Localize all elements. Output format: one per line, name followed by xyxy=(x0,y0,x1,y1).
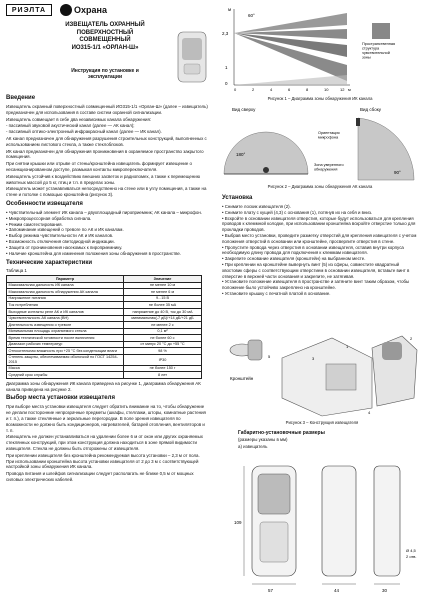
intro-p: - пассивный звуковой акустический канал (далее — АК канал); xyxy=(6,123,135,129)
install-step: • Установите крышку с печатной платой в основание. xyxy=(222,291,331,297)
param-cell: Выходные контакты реле АК и ИК каналов xyxy=(7,308,124,315)
value-cell: не менее 6 м xyxy=(124,289,202,296)
install-step: • Пропустите провода через отверстия в основании извещателя, оставив внутри корпуса необходимую длину провода для подключения к клеммам извещателя. xyxy=(222,244,404,256)
install-step: • Установите положение извещателя в пространстве и затяните винт таким образом, чтобы положение было устойчиво закреплено на кронштейне. xyxy=(222,279,410,291)
dim-width-3: 30 xyxy=(382,588,388,593)
document-subtitle xyxy=(44,68,166,81)
param-cell: Максимальная дальность ИК канала xyxy=(7,282,124,289)
fig3-callout: 2 xyxy=(410,336,413,341)
feature-item: • Возможность отключения светодиодной индикации. xyxy=(6,239,115,245)
param-cell: Диапазон рабочих температур xyxy=(7,341,124,348)
table-row xyxy=(7,372,202,379)
fig2-angle-side: 90° xyxy=(394,170,401,175)
value-cell: не более 35 мА xyxy=(124,302,202,309)
fig1-ytick: 0 xyxy=(225,81,228,86)
intro-p: При снятии крышки или отрыве от стены/кронштейна извещатель формирует извещение о несанкционированном доступе, размыкая контакты микропереключателя. xyxy=(6,161,192,173)
value-cell: 0,1 м² xyxy=(124,328,202,335)
intro-p: Извещатель устойчив к воздействию внешних засветок и радиопомех, а также к перемещению животных массой до 5 кг, птиц и т.п. в пределах зоны. xyxy=(6,173,201,185)
intro-p: ИК канал предназначен для обнаружения проникновения в охраняемое пространство закрытого помещения. xyxy=(6,148,204,160)
feature-item: • Режим самотестирования. xyxy=(6,221,63,227)
dim-hole-count: 2 отв. xyxy=(406,554,417,559)
figure-2-ac-zone xyxy=(218,104,422,186)
fig2-view-side: Вид сбоку xyxy=(360,107,381,112)
install-step: • Вскройте в основании извещателя отверстия, которые будут использоваться для крепления проводов к клеммной колодке, при использовании кронштейна вскройте отверстие только для прокладки проводов. xyxy=(222,215,416,233)
value-cell: 9...15 В xyxy=(124,295,202,302)
fig1-xtick: 6 xyxy=(288,87,291,92)
param-cell: Длительность извещения о тревоге xyxy=(7,322,124,329)
install-step: • Снимите плату с кущей (4,3) с основания (1), потянув их на себя и вниз. xyxy=(222,209,373,215)
choice-heading: Выбор места установки извещателя xyxy=(6,395,115,402)
company-logo: РИЭЛТА xyxy=(6,4,52,16)
dim-width-1: 57 xyxy=(268,588,274,593)
choice-p: Извещатель не должен устанавливаться на удалении более 6 м от окон или других охраняемых стеклянных конструкций, при этом конструкция должна находиться в зоне прямой видимости извещателя. Стекла не должны быть отгорожены от извещателя. xyxy=(6,434,203,451)
value-cell: не менее 2 с xyxy=(124,322,202,329)
param-cell: Максимальная дальность обнаружения АК канала xyxy=(7,289,124,296)
param-cell: Масса xyxy=(7,365,124,372)
choice-p: Провода питания и шлейфов сигнализации следует располагать не ближе 0,5 м от мощных силовых электрических кабелей. xyxy=(6,471,194,483)
fig1-ytick: 2,3 xyxy=(222,31,229,36)
fig1-xtick: 8 xyxy=(306,87,309,92)
svg-text:Зона уверенногообнаружения: Зона уверенного обнаружения xyxy=(314,163,344,172)
fig3-bracket-label: Кронштейн xyxy=(230,376,254,381)
value-cell: напряжение до 40 В, ток до 30 мА xyxy=(124,308,202,315)
diagram-note: Диаграмма зоны обнаружения ИК канала приведена на рисунке 1, диаграмма обнаружения АК канала приведена на рисунке 2. xyxy=(6,380,201,392)
table-label: Таблица 1 xyxy=(6,268,27,274)
document-title xyxy=(44,22,166,52)
title-line: ИЗВЕЩАТЕЛЬ ОХРАННЫЙ xyxy=(65,22,145,28)
table-row xyxy=(7,354,202,365)
value-cell: не более 60 с xyxy=(124,335,202,342)
brand-name: Охрана xyxy=(74,5,107,15)
install-step: • Выбрав место установки, проведите разметку отверстий для крепления извещателя с учетом положения отверстий в основании или кронштейне, просверлите отверстия в стене. xyxy=(222,232,417,244)
svg-text:Пространственная структура: Пространственная структура чувствительной зоны xyxy=(362,42,395,60)
fig1-angle: 60° xyxy=(248,13,255,18)
figure-3-construction xyxy=(222,328,422,418)
figure-2-caption: Рисунок 2 – Диаграмма зоны обнаружения АК канала xyxy=(267,184,373,189)
dims-drawing xyxy=(222,456,422,596)
brand-mark xyxy=(60,4,107,16)
subtitle-line: Инструкция по установке и xyxy=(71,68,139,74)
fig1-xtick: м xyxy=(348,87,351,92)
title-line: ИО315-1/1 «ОРЛАН-Ш» xyxy=(71,44,139,51)
fig3-callout: 1 xyxy=(346,344,349,349)
param-cell: Чувствительность АК канала (ВН) xyxy=(7,315,124,322)
product-photo xyxy=(170,30,215,86)
intro-p: АК канал предназначен для обнаружения разрушения строительных конструкций, выполненных с использованием листового стекла, а также стеклоблоков. xyxy=(6,135,207,147)
param-cell: Время технической готовности после включения xyxy=(7,335,124,342)
svg-text:Ориентациямикрофона: Ориентация микрофона xyxy=(318,131,340,140)
fig1-xtick: 12 xyxy=(340,87,345,92)
dims-part-a: а) извещатель xyxy=(238,444,268,450)
fig2-angle-top: 180° xyxy=(236,152,246,157)
value-cell: не менее 10 м xyxy=(124,282,202,289)
choice-p: При креплении извещателя без кронштейна рекомендуемая высота установки – 2,3 м от пола. При использовании кронштейна высота установки извещателя от 2 до 3 м с соответствующей настройкой зоны обнаружения ИК канала. xyxy=(6,452,200,470)
intro-p: Извещатель совмещает в себе два независимых канала обнаружения: xyxy=(6,116,152,122)
param-cell: Средний срок службы xyxy=(7,372,124,379)
fig1-xtick: 2 xyxy=(252,87,255,92)
value-cell: минимальная(-7 дБ)/+14 дБ/+21 дБ xyxy=(124,315,202,322)
features-heading: Особенности извещателя xyxy=(6,201,83,208)
figure-3-caption: Рисунок 3 – Конструкция извещателя xyxy=(285,420,359,425)
fig1-xtick: 4 xyxy=(270,87,273,92)
title-line: СОВМЕЩЕННЫЙ xyxy=(79,37,131,43)
intro-p: - пассивный оптико-электронный инфракрасный канал (далее — ИК канал). xyxy=(6,129,162,135)
fig1-ytick: 1 xyxy=(225,65,228,70)
dim-width-2: 44 xyxy=(334,588,340,593)
fig1-legend: Пространственная xyxy=(362,42,395,46)
dim-hole: Ø 4,5 xyxy=(406,548,416,553)
dims-section xyxy=(238,430,418,450)
specs-table xyxy=(6,275,202,379)
fig3-callout: 5 xyxy=(268,354,271,359)
specs-heading: Технические характеристики xyxy=(6,259,93,266)
intro-p: Извещатель может устанавливаться непосредственно на стене или в углу помещения, а также на стене и потолке с помощью кронштейна (рисунок 3). xyxy=(6,186,207,198)
figure-1-ir-zone xyxy=(222,5,422,105)
col-value: Значение xyxy=(124,276,202,283)
install-heading: Установка xyxy=(222,195,253,201)
install-section xyxy=(222,192,420,297)
fig1-xtick: 10 xyxy=(324,87,329,92)
install-step: • Снимите лоскик извещателя (2). xyxy=(222,203,291,209)
install-step: • Закрепите основание извещателя (кронштейн) на выбранном месте. xyxy=(222,256,366,262)
intro-p: Извещатель охранный поверхностный совмещенный ИО315-1/1 «Орлан-Ш» (далее – извещатель) предназначен для использования в составе систем охранной сигнализации. xyxy=(6,103,208,115)
value-cell: 98 % xyxy=(124,348,202,355)
dim-height: 109 xyxy=(234,520,242,525)
value-cell: от минус 20 °С до +55 °С xyxy=(124,341,202,348)
param-cell: Степень защиты, обеспечиваемая оболочкой по ГОСТ 14254-2015 xyxy=(7,354,124,365)
brand-circle-icon xyxy=(60,4,72,16)
param-cell: Относительная влажность при +25 °С без конденсации влаги xyxy=(7,348,124,355)
param-cell: Ток потребления xyxy=(7,302,124,309)
install-step: • При креплении на кронштейне вывернуть винт (5) из сферы, совместите квадратный хвостовик сферы с соответствующим отверстием в основании извещателя, вставьте винт в отверстие в верхней части основания и закрепите, не затягивая. xyxy=(222,262,410,279)
title-line: ПОВЕРХНОСТНЫЙ xyxy=(76,29,134,36)
feature-item: • Микропроцессорная обработка сигнала. xyxy=(6,215,92,221)
fig3-callout: 3 xyxy=(312,356,315,361)
feature-item: • Запоминание извещений о тревоге по АК и ИК каналам. xyxy=(6,227,124,233)
feature-item: • Наличие кронштейна для изменения положения зоны обнаружения в пространстве. xyxy=(6,250,182,256)
value-cell: не более 150 г xyxy=(124,365,202,372)
feature-item: • Выбор режима чувствительности АК и ИК каналов. xyxy=(6,233,114,239)
fig3-callout: 4 xyxy=(368,410,371,415)
left-column xyxy=(6,92,208,484)
feature-item: • Защита от проникновения насекомых к пироприемнику. xyxy=(6,244,123,250)
feature-item: • Чувствительный элемент ИК канала – двухплощадный пироприемник; АК канала – микрофон. xyxy=(6,210,202,215)
fig1-xtick: 0 xyxy=(234,87,237,92)
param-cell: Минимальная площадь охраняемого стекла xyxy=(7,328,124,335)
features-list xyxy=(6,210,208,257)
param-cell: Напряжение питания xyxy=(7,295,124,302)
fig1-axis-unit: м xyxy=(228,7,232,12)
col-param: Параметр xyxy=(7,276,124,283)
choice-p: При выборе места установки извещателя следует обратить внимание на то, чтобы обнаружение не делали посторонние непрозрачные предметы (шкафы, стеллажи, шторы, комнатные растения и т. п.), а также стеклянные и зеркальные перегородки. В поле зрения извещателя по возможности не должно быть кондиционеров, нагревателей, батарей отопления, вентиляторов и т. п. xyxy=(6,404,206,433)
intro-heading: Введение xyxy=(6,95,36,101)
dims-heading: Габаритно-установочные размеры xyxy=(238,430,325,436)
value-cell: IP30 xyxy=(124,354,202,365)
dims-sub: (размеры указаны в мм) xyxy=(238,436,288,442)
subtitle-line: эксплуатации xyxy=(87,74,123,81)
value-cell: 8 лет xyxy=(124,372,202,379)
figure-1-caption: Рисунок 1 – Диаграмма зоны обнаружения ИК канала xyxy=(267,96,373,101)
fig2-view-top: Вид сверху xyxy=(232,107,256,112)
